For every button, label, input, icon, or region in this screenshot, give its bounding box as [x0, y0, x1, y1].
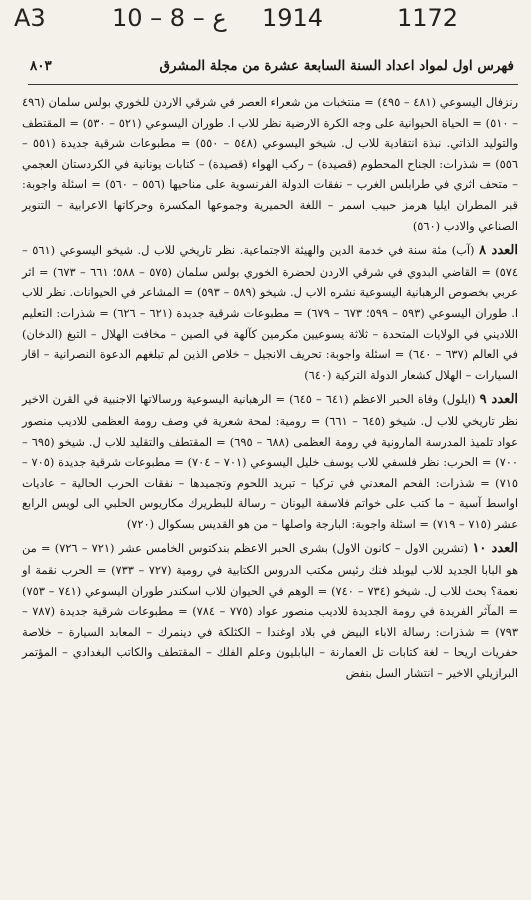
paragraph-continuation [22, 92, 518, 236]
page-number: ٨٠٣ [30, 58, 52, 74]
issue-label: العدد ٨ [479, 243, 518, 259]
paragraph-issue-8 [22, 240, 518, 385]
paragraph-text: (تشرين الاول – كانون الاول) بشرى الحبر الاعظم بندكتوس الخامس عشر (٧٢١ – ٧٢٦) = من هو البابا الجديد للاب ليوبلد فنك رئيس مكتب الدروس الكتابية في رومية (٧٢٧ – ٧٣٣) = الحرب نقمة او نعمة؟ بحث للاب ل. شيخو (٧٣٤ – ٧٤٠) = الوهم في الحيوان للاب اسكندر طوران اليسوعي (٧٤١ – ٧٥٣) = المآثر الفريدة في رومة الجديدة للاديب منصور عواد (٧٧٥ – ٧٨٤) = مطبوعات شرقية جديدة (٧٨٧ – ٧٩٣) = شذرات: رسالة الاباء البيض في بلاد اوغندا – الكثلكة في دينمرك – المعابد السيارة – خلاصة حفريات اريحا – لغة كتابات تل العمارنة – البابليون وعلم الفلك – المقتطف والكاتب البغدادي – المؤتمر البرازيلي الاخير – انتشار السل بنفض [22, 541, 519, 681]
issue-label: العدد ١٠ [472, 541, 518, 557]
handwritten-date: 10 – 8 – ع [112, 4, 227, 32]
handwritten-ref-number: 1172 [397, 4, 459, 32]
paragraph-text: رنزفال اليسوعي (٤٨١ – ٤٩٥) = منتخبات من شعراء العصر في شرقي الاردن للخوري بولس سلمان (٤٩٦ – ٥١٠) = الحياة الحيوانية على وجه الكرة الارضية نظر للاب ا. طوران اليسوعي (٥٢١ – ٥٣٠) = المقتطف والتوليد الذاتي. نبذة انتقادية للاب ل. شيخو اليسوعي (٥٤٨ – ٥٥٠) = مطبوعات شرقية جديدة (٥٥١ – ٥٥٦) = شذرات: الجناح المحطوم (قصيدة) – ركب الهواء (قصيدة) – كتابات يونانية في الكردستان العجمي – متحف اثري في طرابلس الغرب – نفقات الدولة الفرنسوية على مناحيها (٥٥٦ – ٥٦٠) = اسئلة واجوبة: قبر المطران ايليا هرمز حبيب اسمر – اللغة الحميرية وجموعها المكسرة وحركاتها الاعرابية – التنوير الصناعي والادب (٥٦٠) [22, 95, 519, 233]
issue-label: العدد ٩ [479, 392, 519, 408]
page-title: فهرس اول لمواد اعداد السنة السابعة عشرة من مجلة المشرق [159, 58, 514, 74]
header-divider [28, 84, 518, 85]
page-header [30, 58, 514, 80]
paragraph-issue-9 [22, 389, 518, 534]
paragraph-text: (آب) مئة سنة في خدمة الدين والهيئة الاجتماعية. نظر تاريخي للاب ل. شيخو اليسوعي (٥٦١ – ٥٧٤) = القاضي البدوي في شرقي الاردن لحضرة الخوري بولس سلمان (٥٧٥ – ٥٨٨؛ ٦٦١ – ٦٧٣) = اثر عربي بخصوص الرهبانية اليسوعية نشره الاب ل. شيخو (٥٨٩ – ٥٩٣) = المشاعر في الحيوانات. نظر للاب ا. طوران اليسوعي (٥٩٣ – ٥٩٩؛ ٦٧٣ – ٦٧٩) = مطبوعات شرقية جديدة (٦٢١ – ٦٢٦) = شذرات: التعليم اللاديني في الولايات المتحدة – ثلاثة يسوعيين مكرمين كآلهة في الصين – مخافت الهلال – التبغ (الدخان) في العالم (٦٣٧ – ٦٤٠) = اسئلة واجوبة: تحريف الانجيل – خلاص الذين لم تبلغهم الدعوة النصرانية – اقار السيارات – الهلال كشعار الدولة التركية (٦٤٠) [22, 243, 519, 382]
paragraph-text: (ايلول) وفاة الحبر الاعظم (٦٤١ – ٦٤٥) = الرهبانية اليسوعية ورسالاتها الاجنبية في القرن الاخير نظر تاريخي للاب ل. شيخو (٦٤٥ – ٦٦١) = رومية: لمحة شعرية في وصف رومة العظمى للاديب منصور عواد تلميذ المدرسة المارونية في رومة العظمى (٦٨٨ – ٦٩٥) = المقتطف والتقليد للاب ل. شيخو (٦٩٥ – ٧٠٠) = الحرب: نظر فلسفي للاب يوسف خليل اليسوعي (٧٠١ – ٧٠٤) = مطبوعات شرقية جديدة (٧٠٥ – ٧١٥) = شذرات: الفحم المعدني في تركيا – تبريد اللحوم وتجميدها – نفقات الحرب الحالية – عاديات اواسط آسية – ما كتب على خواتم فلاسفة اليونان – رسالة للبطريرك مكاريوس الحلبي الى لويس الرابع عشر (٧١٥ – ٧١٩) = اسئلة واجوبة: البارجة واصلها – من هو القديس بسكوال (٧٢٠) [22, 392, 519, 531]
handwritten-year: 1914 [262, 4, 324, 32]
handwritten-note-left: A3 [14, 4, 46, 32]
index-body [22, 92, 518, 684]
paragraph-issue-10 [22, 538, 518, 683]
